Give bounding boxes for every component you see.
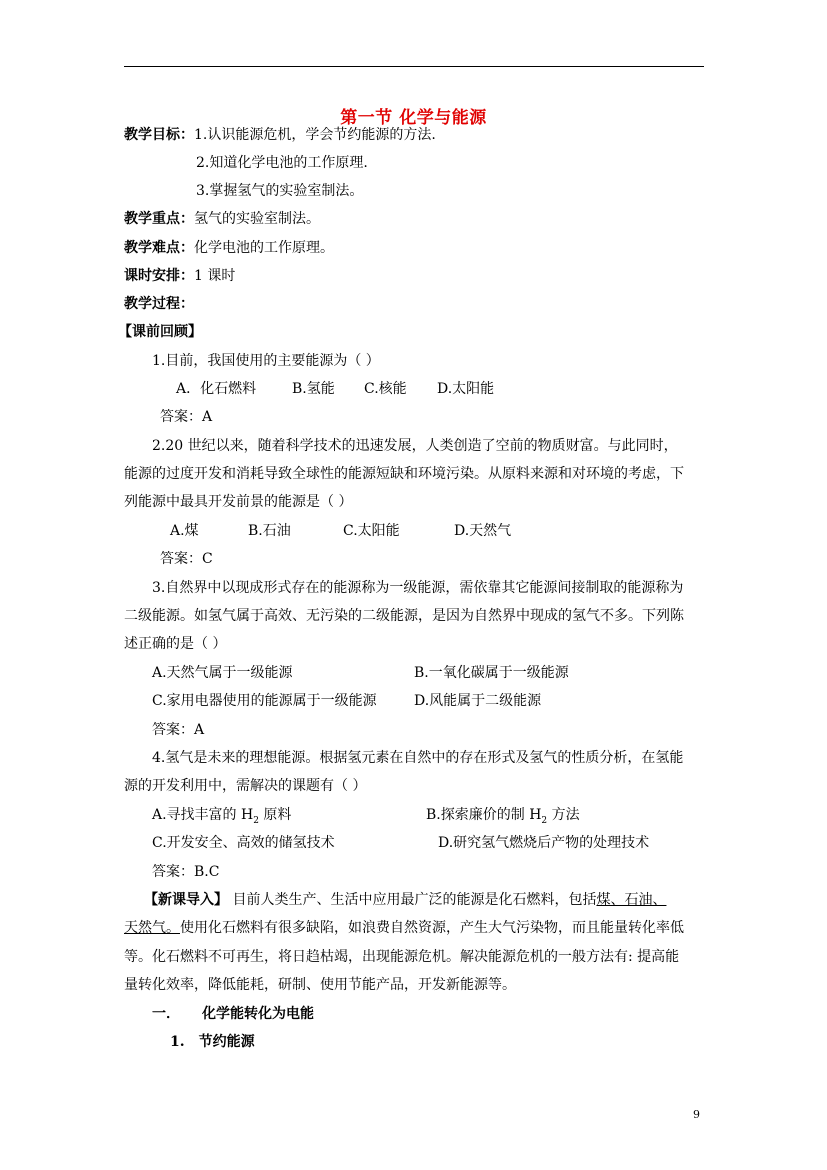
q2-answer: 答案：C	[160, 551, 213, 567]
q2-stem-line: 列能源中最具开发前景的能源是（ ）	[124, 494, 353, 510]
subsection-1-heading: 1. 节约能源	[170, 1034, 255, 1050]
q4-option-b: B.探索廉价的制 $H_2$ 方法	[426, 807, 580, 826]
key-point-text: 氢气的实验室制法。	[194, 211, 320, 227]
objective-item: 3.掌握氢气的实验室制法。	[196, 183, 364, 199]
q1-option-c: C.核能	[364, 381, 407, 397]
q2-stem-line: 能源的过度开发和消耗导致全球性的能源短缺和环境污染。从原料来源和对环境的考虑，下	[124, 466, 684, 482]
q1-option-a: A．化石燃料	[176, 381, 257, 397]
q4-stem-line: 4.氢气是未来的理想能源。根据氢元素在自然中的存在形式及氢气的性质分析，在氢能	[152, 750, 684, 766]
intro-line-3: 等。化石燃料不可再生，将日趋枯竭，出现能源危机。解决能源危机的一般方法有: 提高能	[124, 949, 680, 965]
q4-option-a: A.寻找丰富的 $H_2$ 原料	[152, 807, 292, 826]
q3-option-b: B.一氧化碳属于一级能源	[414, 665, 569, 681]
q4-option-d: D.研究氢气燃烧后产物的处理技术	[438, 835, 650, 851]
q4-option-c: C.开发安全、高效的储氢技术	[152, 835, 335, 851]
difficulty-line	[124, 238, 334, 258]
schedule-line	[124, 266, 235, 286]
q1-option-d: D.太阳能	[437, 381, 495, 397]
q2-stem-line: 2.20 世纪以来，随着科学技术的迅速发展，人类创造了空前的物质财富。与此同时，	[152, 438, 678, 454]
q3-stem-line: 二级能源。如氢气属于高效、无污染的二级能源，是因为自然界中现成的氢气不多。下列陈	[124, 608, 684, 624]
objective-item: 2.知道化学电池的工作原理.	[196, 155, 368, 171]
objective-item: 1.认识能源危机，学会节约能源的方法.	[194, 127, 436, 143]
q2-option-d: D.天然气	[454, 523, 512, 539]
objectives-line-1	[124, 125, 436, 145]
schedule-text: 1 课时	[194, 268, 236, 284]
q3-answer: 答案：A	[152, 722, 205, 738]
q4-stem-line: 源的开发利用中，需解决的课题有（ ）	[124, 778, 367, 794]
process-label: 教学过程：	[124, 296, 194, 312]
intro-label: 【新课导入】	[144, 892, 228, 908]
q3-stem-line: 3.自然界中以现成形式存在的能源称为一级能源，需依靠其它能源间接制取的能源称为	[152, 580, 684, 596]
intro-underlined-text: 煤、石油、	[596, 892, 667, 908]
q2-option-b: B.石油	[248, 523, 291, 539]
q3-option-a: A.天然气属于一级能源	[152, 665, 293, 681]
q3-option-c: C.家用电器使用的能源属于一级能源	[152, 693, 377, 709]
page-title: 第一节 化学与能源	[340, 108, 487, 128]
q4-answer: 答案：B.C	[152, 864, 220, 880]
q1-option-b: B.氢能	[292, 381, 335, 397]
difficulty-text: 化学电池的工作原理。	[194, 240, 334, 256]
review-heading: 【课前回顾】	[118, 324, 202, 340]
page-number: 9	[693, 1108, 700, 1121]
intro-line-2: 天然气。使用化石燃料有很多缺陷，如浪费自然资源，产生大气污染物，而且能量转化率低	[124, 920, 684, 936]
header-rule	[124, 66, 704, 67]
q1-answer: 答案：A	[160, 409, 213, 425]
key-point-line	[124, 209, 320, 229]
q3-option-d: D.风能属于二级能源	[414, 693, 542, 709]
intro-line-1: 【新课导入】 目前人类生产、生活中应用最广泛的能源是化石燃料，包括煤、石油、	[144, 892, 667, 908]
section-1-heading: 一． 化学能转化为电能	[152, 1006, 314, 1022]
key-point-label: 教学重点：	[124, 211, 194, 227]
schedule-label: 课时安排：	[124, 268, 194, 284]
intro-underlined-text: 天然气。	[124, 920, 180, 936]
q3-stem-line: 述正确的是（ ）	[124, 636, 227, 652]
difficulty-label: 教学难点：	[124, 240, 194, 256]
q1-stem: 1.目前，我国使用的主要能源为（ ）	[152, 353, 380, 369]
objectives-label: 教学目标：	[124, 127, 194, 143]
q2-option-c: C.太阳能	[343, 523, 400, 539]
q2-option-a: A.煤	[170, 523, 199, 539]
intro-line-4: 量转化效率，降低能耗，研制、使用节能产品，开发新能源等。	[124, 977, 516, 993]
